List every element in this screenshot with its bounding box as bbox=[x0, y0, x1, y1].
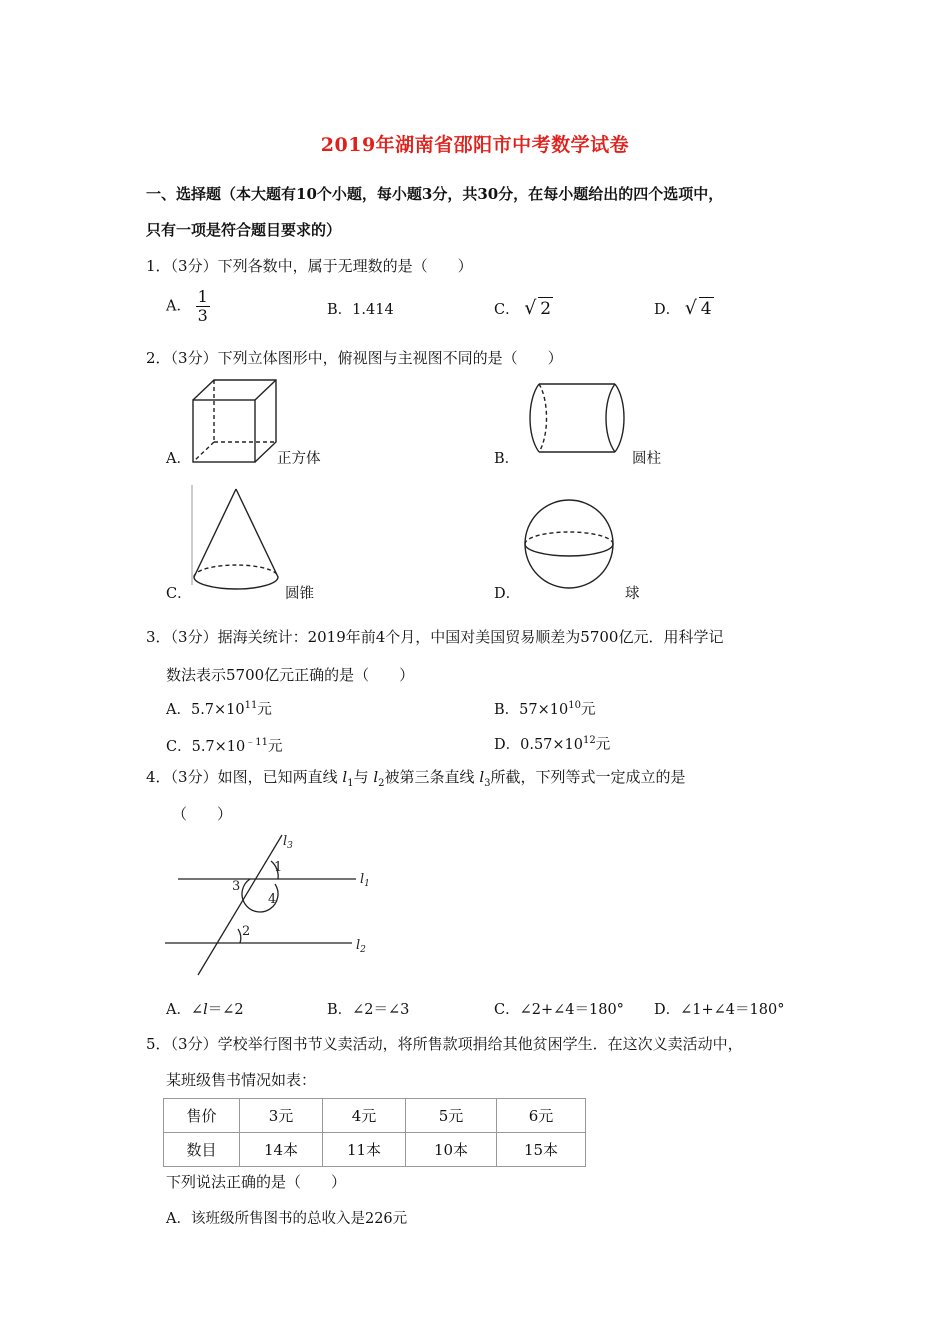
q2-a-name: 正方体 bbox=[277, 451, 321, 467]
q3-stem-line1: 3．（3分）据海关统计：2019年前4个月，中国对美国贸易顺差为5700亿元．用科学记 bbox=[146, 628, 724, 646]
fig-label-l3: $l_3$ bbox=[283, 834, 293, 851]
q4-stem-end: 所截，下列等式一定成立的是 bbox=[490, 768, 686, 786]
q5-prompt: 下列说法正确的是（ ） bbox=[166, 1173, 347, 1191]
section-heading-line2: 只有一项是符合题目要求的） bbox=[146, 221, 342, 239]
q5-option-a: A．该班级所售图书的总收入是226元 bbox=[166, 1211, 408, 1227]
q3-option-b bbox=[494, 698, 595, 719]
fig-angle-4: 4 bbox=[268, 892, 277, 907]
table-cell: 售价 bbox=[164, 1099, 240, 1133]
q4-option-c: C．∠2+∠4＝180° bbox=[494, 1002, 624, 1018]
q1-option-c bbox=[494, 298, 553, 319]
q1-a-denominator: 3 bbox=[197, 306, 208, 325]
q2-c-label: C． bbox=[166, 586, 192, 602]
page-title: 2019年湖南省邵阳市中考数学试卷 bbox=[320, 134, 630, 156]
q1-d-label: D． bbox=[654, 302, 681, 318]
q3-b-exponent: 10 bbox=[568, 700, 581, 712]
q1-a-numerator: 1 bbox=[197, 287, 208, 306]
fig-angle-3: 3 bbox=[232, 879, 241, 894]
q3-stem-line2: 数法表示5700亿元正确的是（ ） bbox=[166, 666, 415, 684]
cone-figure bbox=[188, 485, 288, 595]
q4-l1-sub: 1 bbox=[347, 778, 354, 789]
q1-c-radicand: 2 bbox=[540, 299, 552, 319]
q3-c-exponent: ﹣11 bbox=[245, 737, 268, 748]
q4-answer-paren: （ ） bbox=[172, 805, 233, 823]
cylinder-figure bbox=[525, 380, 635, 460]
q1-d-radicand: 4 bbox=[700, 299, 712, 319]
cube-figure bbox=[185, 378, 285, 468]
q4-stem-mid: 被第三条直线 bbox=[384, 768, 475, 786]
q3-option-a bbox=[166, 698, 272, 719]
q3-a-exponent: 11 bbox=[244, 700, 258, 712]
q3-d-exponent: 12 bbox=[583, 735, 596, 747]
q1-c-label: C． bbox=[494, 302, 520, 318]
q2-b-name: 圆柱 bbox=[632, 451, 661, 467]
q2-d-name: 球 bbox=[625, 586, 640, 602]
q4-a-var: l bbox=[203, 1002, 208, 1018]
q3-c-base: C．5.7×10 bbox=[166, 738, 246, 755]
table-cell: 11本 bbox=[323, 1133, 406, 1167]
q4-l3: l bbox=[479, 768, 485, 786]
angle-2-arc bbox=[238, 929, 241, 943]
q4-l3-sub: 3 bbox=[484, 778, 491, 789]
q1-d-sqrt: √ 4 bbox=[684, 297, 712, 319]
table-cell: 10本 bbox=[406, 1133, 497, 1167]
q3-d-unit: 元 bbox=[595, 737, 611, 753]
q3-option-d bbox=[494, 733, 610, 754]
q1-a-label: A． bbox=[166, 298, 191, 315]
fig-angle-1: 1 bbox=[274, 860, 283, 875]
q3-a-unit: 元 bbox=[257, 702, 272, 718]
fig-angle-2: 2 bbox=[242, 924, 251, 939]
q4-l1: l bbox=[342, 768, 348, 786]
q4-l2-sub: 2 bbox=[378, 778, 385, 789]
table-cell: 15本 bbox=[497, 1133, 586, 1167]
q5-stem-line1: 5．（3分）学校举行图书节义卖活动，将所售款项捐给其他贫困学生．在这次义卖活动中， bbox=[146, 1035, 743, 1053]
q2-c-name: 圆锥 bbox=[285, 586, 314, 602]
q4-stem bbox=[146, 766, 686, 789]
q4-option-a bbox=[166, 998, 244, 1019]
table-cell: 4元 bbox=[323, 1099, 406, 1133]
table-cell: 14本 bbox=[240, 1133, 323, 1167]
q5-stem-line2: 某班级售书情况如表： bbox=[166, 1071, 317, 1089]
q4-stem-start: 4．（3分）如图，已知两直线 bbox=[146, 768, 338, 786]
fig-label-l1: $l_1$ bbox=[360, 872, 370, 889]
q3-a-base: A．5.7×10 bbox=[166, 702, 245, 718]
q1-c-sqrt: √ 2 bbox=[524, 297, 552, 319]
q1-option-a bbox=[166, 288, 210, 325]
q3-c-unit: 元 bbox=[268, 738, 283, 755]
table-row bbox=[164, 1099, 586, 1133]
table-cell: 数目 bbox=[164, 1133, 240, 1167]
q2-a-label: A． bbox=[166, 451, 191, 467]
table-row bbox=[164, 1133, 586, 1167]
table-cell: 6元 bbox=[497, 1099, 586, 1133]
q4-a-end: ＝∠2 bbox=[207, 1002, 244, 1018]
q1-a-fraction bbox=[196, 288, 210, 325]
q4-option-b: B．∠2＝∠3 bbox=[327, 1002, 410, 1018]
q4-stem-and: 与 bbox=[353, 768, 369, 786]
q3-b-base: B．57×10 bbox=[494, 702, 569, 718]
section-heading-line1: 一、选择题（本大题有10个小题，每小题3分，共30分，在每小题给出的四个选项中， bbox=[146, 185, 724, 203]
table-cell: 3元 bbox=[240, 1099, 323, 1133]
q2-stem: 2．（3分）下列立体图形中，俯视图与主视图不同的是（ ） bbox=[146, 349, 563, 367]
q3-option-c bbox=[166, 733, 283, 756]
parallel-lines-figure bbox=[160, 825, 390, 980]
q4-option-d: D．∠1+∠4＝180° bbox=[654, 1002, 785, 1018]
cube-top-right-edge bbox=[255, 380, 276, 400]
q1-option-b: B．1.414 bbox=[327, 302, 394, 318]
table-cell: 5元 bbox=[406, 1099, 497, 1133]
sphere-figure bbox=[523, 497, 623, 597]
q2-b-label: B． bbox=[494, 451, 520, 467]
q2-d-label: D． bbox=[494, 586, 521, 602]
q4-l2: l bbox=[373, 768, 379, 786]
q1-option-d bbox=[654, 298, 714, 319]
book-sales-table bbox=[163, 1098, 586, 1167]
fig-label-l2: $l_2$ bbox=[356, 938, 366, 955]
q4-a-start: A．∠ bbox=[166, 1002, 204, 1018]
q3-d-base: D．0.57×10 bbox=[494, 737, 584, 753]
q3-b-unit: 元 bbox=[580, 702, 596, 718]
q1-stem: 1．（3分）下列各数中，属于无理数的是（ ） bbox=[146, 257, 473, 275]
